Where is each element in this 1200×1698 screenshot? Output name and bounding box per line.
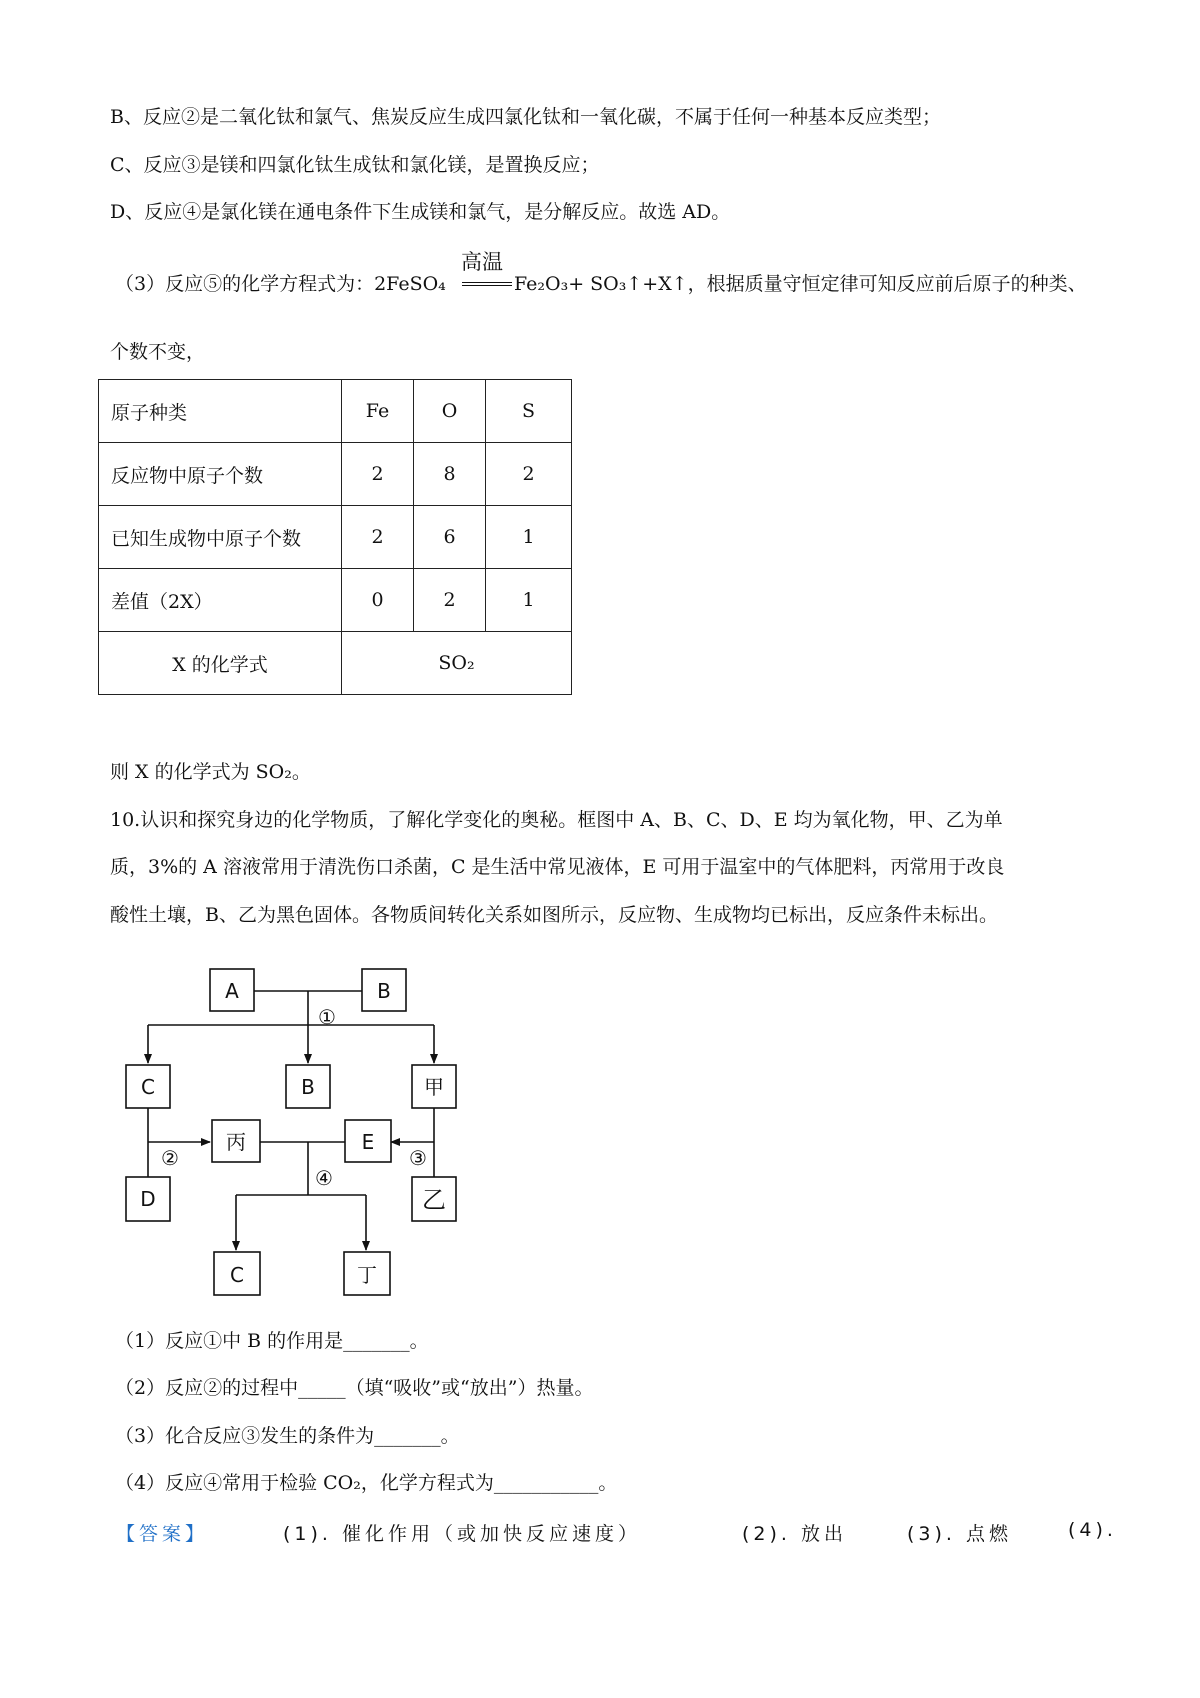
node-c: C xyxy=(141,1075,155,1099)
node-c: C xyxy=(230,1263,244,1287)
table-cell: 1 xyxy=(486,506,572,569)
table-cell: 2 xyxy=(414,569,486,632)
reaction-label-2: ② xyxy=(161,1146,179,1170)
answer-2: (2). 放出 xyxy=(742,1523,847,1545)
sub-question-3: （3）化合反应③发生的条件为_______。 xyxy=(115,1425,460,1447)
node-e: E xyxy=(361,1130,375,1154)
table-cell: O xyxy=(414,380,486,443)
question-stem-line-3: 酸性土壤，B、乙为黑色固体。各物质间转化关系如图所示，反应物、生成物均已标出，反应条件未标出。 xyxy=(110,904,998,926)
table-cell: 已知生成物中原子个数 xyxy=(99,506,342,569)
table-cell: Fe xyxy=(342,380,414,443)
equation-products: Fe₂O₃+ SO₃↑+X↑，根据质量守恒定律可知反应前后原子的种类、 xyxy=(514,273,1087,295)
question-stem-line-2: 质，3%的 A 溶液常用于清洗伤口杀菌，C 是生活中常见液体，E 可用于温室中的气体肥料，丙常用于改良 xyxy=(110,856,1005,878)
table-cell: 反应物中原子个数 xyxy=(99,443,342,506)
explanation-line-b: B、反应②是二氧化钛和氯气、焦炭反应生成四氯化钛和一氧化碳，不属于任何一种基本反应类型； xyxy=(110,106,941,128)
table-cell: 原子种类 xyxy=(99,380,342,443)
equation-prefix: （3）反应⑤的化学方程式为：2FeSO₄ xyxy=(115,273,446,295)
table-cell: X 的化学式 xyxy=(99,632,342,695)
table-cell: 6 xyxy=(414,506,486,569)
reaction-label-3: ③ xyxy=(409,1146,427,1170)
table-cell: S xyxy=(486,380,572,443)
sub-question-4: （4）反应④常用于检验 CO₂，化学方程式为___________。 xyxy=(115,1472,618,1494)
node-bing: 丙 xyxy=(226,1130,246,1154)
table-cell: 差值（2X） xyxy=(99,569,342,632)
node-jia: 甲 xyxy=(424,1075,444,1099)
answer-4: (4). xyxy=(1068,1519,1117,1541)
question-stem-line-1: 10.认识和探究身边的化学物质，了解化学变化的奥秘。框图中 A、B、C、D、E 均为氧化物，甲、乙为单 xyxy=(110,809,1003,831)
equation-tail: 个数不变， xyxy=(110,341,206,363)
answer-1: (1). 催化作用（或加快反应速度） xyxy=(283,1523,641,1545)
answer-3: (3). 点燃 xyxy=(907,1523,1012,1545)
table-cell: 8 xyxy=(414,443,486,506)
table-cell: 2 xyxy=(342,443,414,506)
reaction-label-4: ④ xyxy=(315,1166,333,1190)
equation-condition: 高温 xyxy=(461,250,503,274)
sub-question-2: （2）反应②的过程中_____（填“吸收”或“放出”）热量。 xyxy=(115,1377,594,1399)
table-cell: 1 xyxy=(486,569,572,632)
node-ding: 丁 xyxy=(357,1263,377,1287)
table-cell: 2 xyxy=(486,443,572,506)
node-d: D xyxy=(140,1187,156,1211)
reaction-label-1: ① xyxy=(318,1005,336,1029)
node-b: B xyxy=(377,979,391,1003)
node-b: B xyxy=(301,1075,315,1099)
explanation-line-c: C、反应③是镁和四氯化钛生成钛和氯化镁，是置换反应； xyxy=(110,154,600,176)
table-cell: SO₂ xyxy=(342,632,572,695)
table-cell: 2 xyxy=(342,506,414,569)
node-yi: 乙 xyxy=(422,1186,446,1214)
node-a: A xyxy=(225,979,239,1003)
conclusion-line: 则 X 的化学式为 SO₂。 xyxy=(110,761,311,783)
answer-tag: 【答案】 xyxy=(116,1523,209,1545)
table-cell: 0 xyxy=(342,569,414,632)
sub-question-1: （1）反应①中 B 的作用是_______。 xyxy=(115,1330,429,1352)
explanation-line-d: D、反应④是氯化镁在通电条件下生成镁和氯气，是分解反应。故选 AD。 xyxy=(110,201,731,223)
